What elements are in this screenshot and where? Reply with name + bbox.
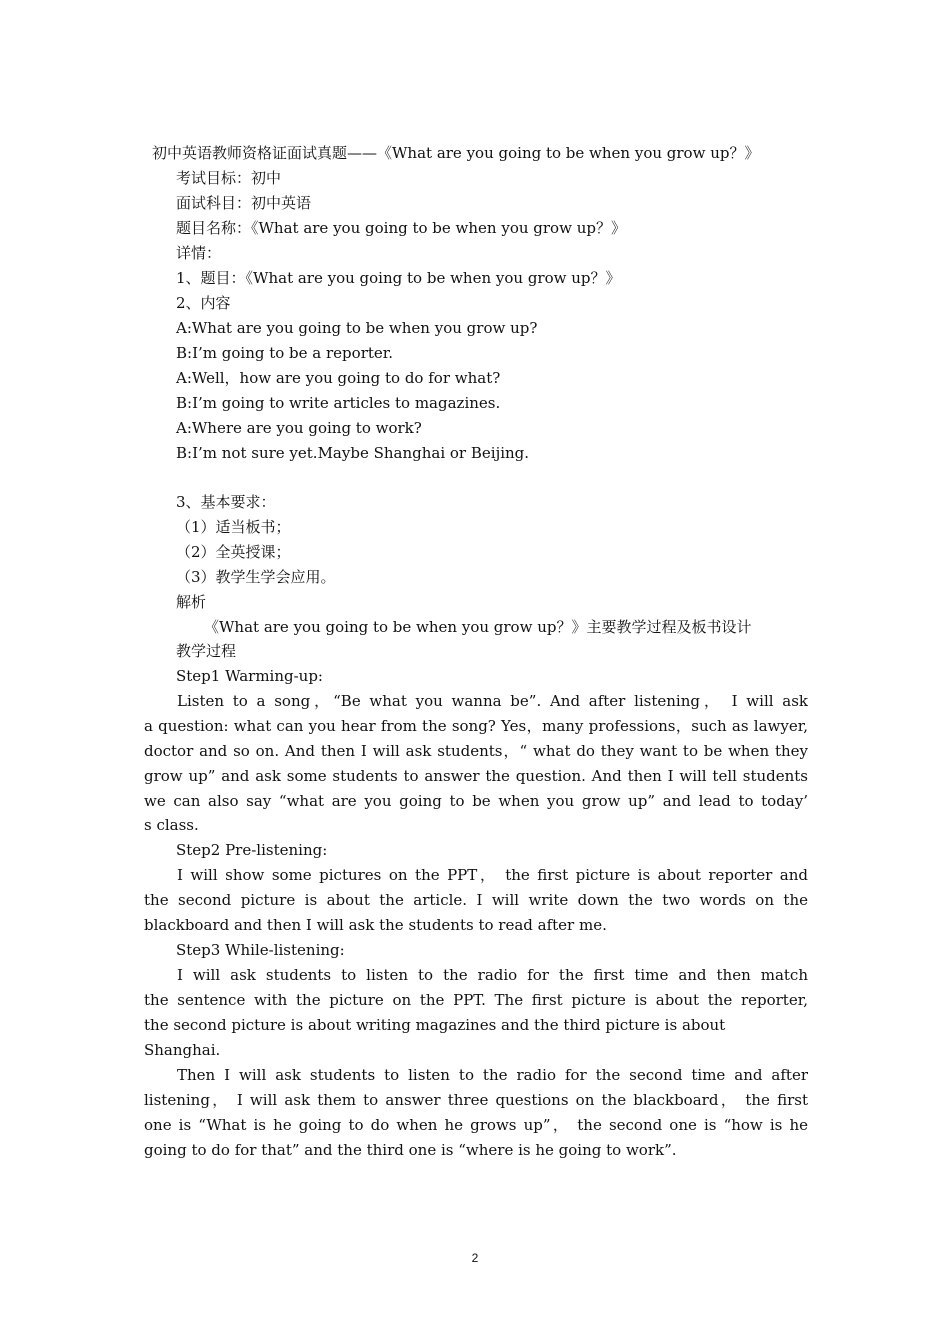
paragraph-line: one is “What is he going to do when he grows up”， the second one is “how is he: [144, 1115, 808, 1134]
dialogue-line: B:I’m going to write articles to magazines.: [176, 394, 501, 412]
meta-exam-target: 考试目标：初中: [176, 169, 282, 187]
paragraph-line: grow up” and ask some students to answer the question. And then I will tell students: [144, 766, 808, 785]
page-number: 2: [471, 1251, 479, 1265]
paragraph-line: blackboard and then I will ask the students to read after me.: [144, 915, 607, 934]
step3-paragraph: [144, 963, 808, 1063]
paragraph-line: s class.: [144, 816, 199, 835]
dialogue-line: B:I’m going to be a reporter.: [176, 344, 394, 362]
requirement-item: （3）教学生学会应用。: [176, 568, 336, 586]
step1-heading: Step1 Warming-up:: [176, 667, 323, 685]
paragraph-line: I will show some pictures on the PPT， the first picture is about reporter and: [177, 866, 808, 884]
paragraph-line: listening， I will ask them to answer three questions on the blackboard， the first: [144, 1090, 808, 1109]
paragraph-line: the sentence with the picture on the PPT. The first picture is about the reporter,: [144, 990, 808, 1009]
requirements-heading: 3、基本要求：: [176, 493, 276, 511]
document-title: 初中英语教师资格证面试真题——《What are you going to be when you grow up？》: [152, 144, 760, 162]
dialogue-line: B:I’m not sure yet.Maybe Shanghai or Beijing.: [176, 444, 530, 462]
step3-heading: Step3 While-listening:: [176, 941, 345, 959]
content-heading: 2、内容: [176, 294, 231, 312]
paragraph-line: doctor and so on. And then I will ask students，“ what do they want to be when they: [144, 741, 808, 760]
step3-followup-paragraph: [144, 1063, 808, 1163]
topic-line: 1、题目：《What are you going to be when you grow up？》: [176, 269, 621, 287]
step2-paragraph: [144, 863, 808, 938]
requirement-item: （1）适当板书；: [176, 518, 291, 536]
paragraph-line: I will ask students to listen to the radio for the first time and then match: [177, 966, 808, 984]
paragraph-line: Listen to a song，“Be what you wanna be”. And after listening， I will ask: [177, 692, 808, 710]
step2-heading: Step2 Pre-listening:: [176, 841, 328, 859]
paragraph-line: the second picture is about writing magazines and the third picture is about: [144, 1015, 726, 1034]
meta-question-name: 题目名称：《What are you going to be when you grow up？》: [176, 219, 626, 237]
dialogue-line: A:Well，how are you going to do for what?: [176, 369, 501, 387]
process-heading: 教学过程: [176, 642, 237, 660]
paragraph-line: Shanghai.: [144, 1040, 221, 1059]
paragraph-line: we can also say “what are you going to be when you grow up” and lead to today’: [144, 791, 808, 810]
requirement-item: （2）全英授课；: [176, 543, 291, 561]
analysis-subtitle: 《What are you going to be when you grow up？》主要教学过程及板书设计: [204, 618, 752, 636]
paragraph-line: the second picture is about the article. I will write down the two words on the: [144, 890, 808, 909]
step1-paragraph: [144, 689, 808, 838]
paragraph-line: going to do for that” and the third one is “where is he going to work”.: [144, 1140, 677, 1159]
paragraph-line: a question: what can you hear from the song? Yes，many professions，such as lawyer,: [144, 716, 808, 735]
paragraph-line: Then I will ask students to listen to the radio for the second time and after: [177, 1066, 808, 1084]
analysis-heading: 解析: [176, 593, 207, 611]
meta-details: 详情：: [176, 244, 222, 262]
dialogue-line: A:What are you going to be when you grow up?: [176, 319, 538, 337]
dialogue-line: A:Where are you going to work?: [176, 419, 422, 437]
meta-subject: 面试科目：初中英语: [176, 194, 312, 212]
